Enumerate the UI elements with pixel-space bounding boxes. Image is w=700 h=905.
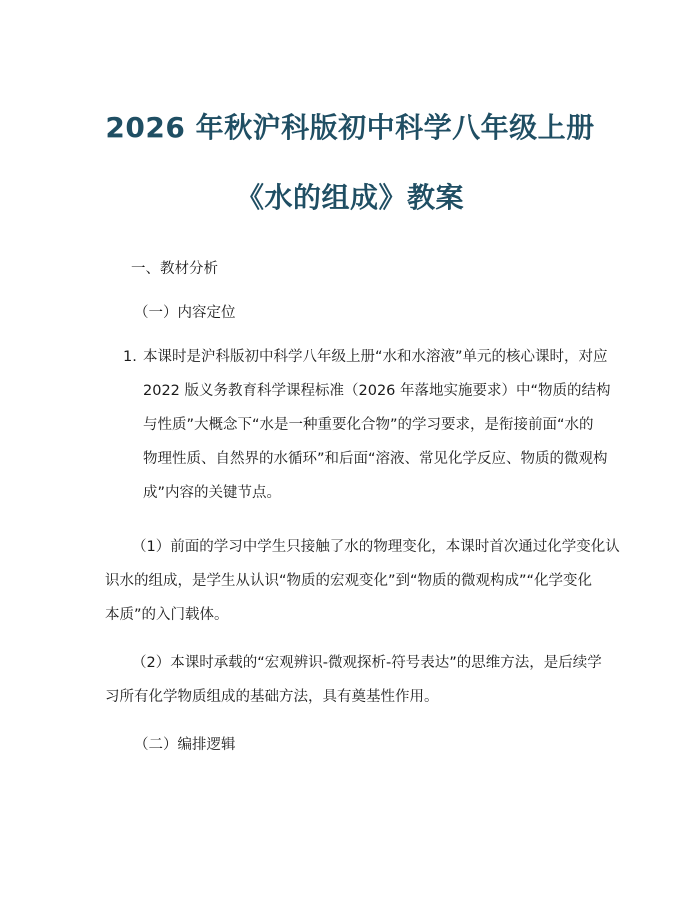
- item1-line-1: 本课时是沪科版初中科学八年级上册“水和水溶液”单元的核心课时，对应: [143, 349, 608, 365]
- section-heading-textbook-analysis: 一、教材分析: [131, 261, 218, 277]
- item1-line-2: 2022 版义务教育科学课程标准（2026 年落地实施要求）中“物质的结构: [143, 383, 611, 399]
- para2-line-1: （2）本课时承载的“宏观辨识-微观探析-符号表达”的思维方法，是后续学: [132, 655, 602, 671]
- item1-line-3: 与性质”大概念下“水是一种重要化合物”的学习要求，是衔接前面“水的: [143, 417, 594, 433]
- document-title-line-1: 2026 年秋沪科版初中科学八年级上册: [105, 111, 595, 144]
- para2-line-2: 习所有化学物质组成的基础方法，具有奠基性作用。: [105, 689, 439, 705]
- document-title-line-2: 《水的组成》教案: [235, 181, 464, 214]
- item1-line-4: 物理性质、自然界的水循环”和后面“溶液、常见化学反应、物质的微观构: [143, 451, 608, 467]
- para1-line-2: 识水的组成，是学生从认识“物质的宏观变化”到“物质的微观构成”“化学变化: [105, 573, 593, 589]
- para1-line-3: 本质”的入门载体。: [105, 607, 229, 623]
- subsection-heading-arrangement-logic: （二）编排逻辑: [134, 737, 236, 753]
- para1-line-1: （1）前面的学习中学生只接触了水的物理变化，本课时首次通过化学变化认: [132, 539, 620, 555]
- item-number: 1.: [123, 349, 137, 365]
- item1-line-5: 成”内容的关键节点。: [143, 485, 282, 501]
- subsection-heading-content-positioning: （一）内容定位: [134, 305, 236, 321]
